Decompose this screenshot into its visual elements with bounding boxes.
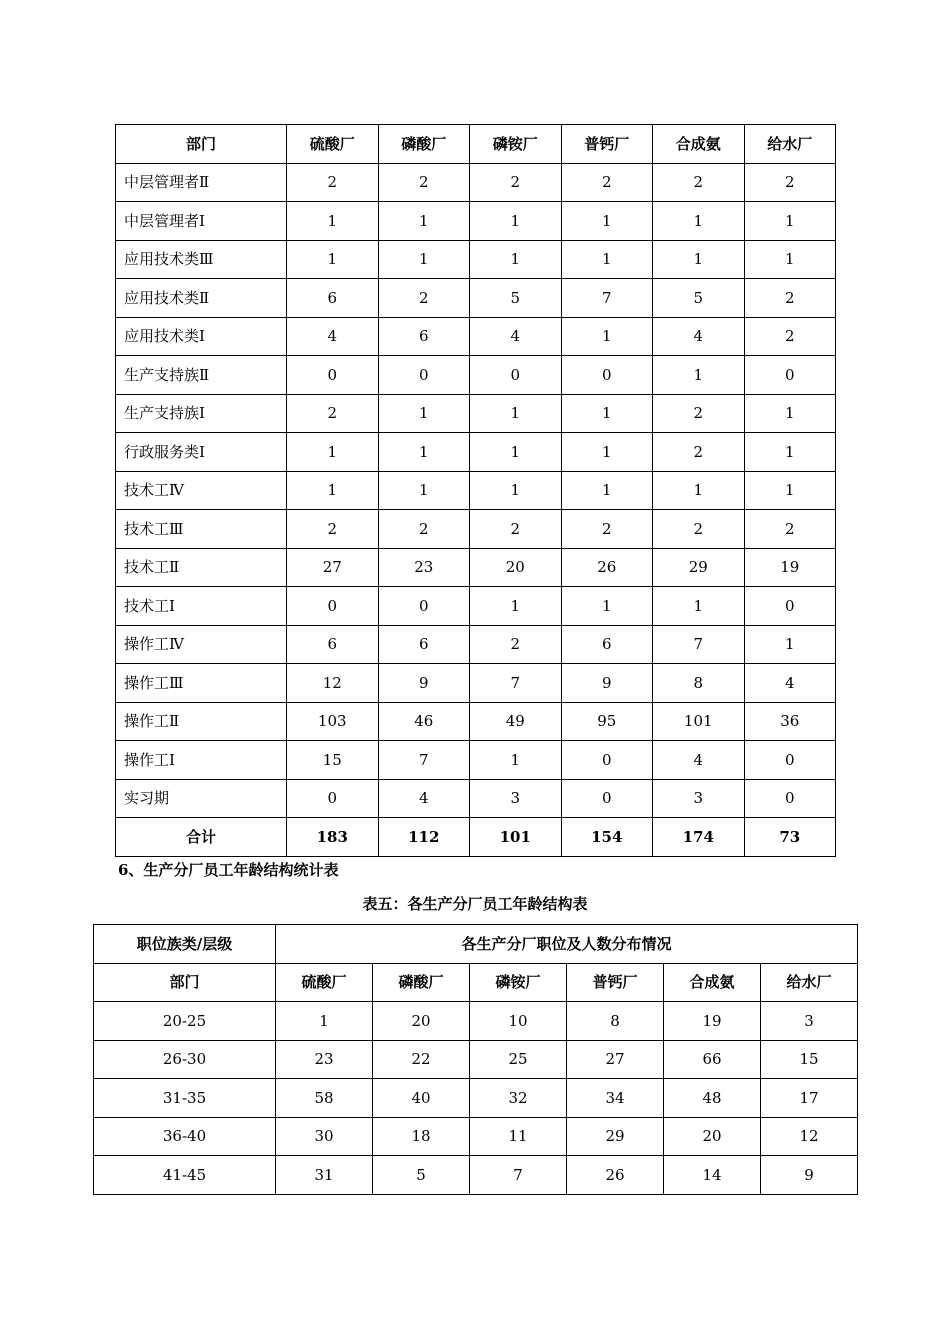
table-cell: 30 <box>276 1117 373 1156</box>
total-label: 合计 <box>116 818 287 857</box>
table-cell: 26 <box>567 1156 664 1195</box>
table-cell: 1 <box>470 240 562 279</box>
row-label: 20-25 <box>94 1002 276 1041</box>
table-row <box>116 356 836 395</box>
table-cell: 1 <box>653 471 745 510</box>
row-label: 41-45 <box>94 1156 276 1195</box>
table-cell: 1 <box>470 433 562 472</box>
column-header: 磷铵厂 <box>470 963 567 1002</box>
table-row <box>116 163 836 202</box>
column-header: 合成氨 <box>653 125 745 164</box>
table-cell: 1 <box>561 202 653 241</box>
table-cell: 7 <box>653 625 745 664</box>
table-cell: 6 <box>287 279 379 318</box>
table-cell: 22 <box>373 1040 470 1079</box>
table-row <box>116 279 836 318</box>
row-label: 技术工Ⅱ <box>116 548 287 587</box>
table-cell: 1 <box>653 202 745 241</box>
header-row <box>94 963 858 1002</box>
table-cell: 1 <box>561 240 653 279</box>
table-cell: 48 <box>664 1079 761 1118</box>
table-cell: 1 <box>653 356 745 395</box>
table-cell: 0 <box>287 587 379 626</box>
row-label: 中层管理者Ⅰ <box>116 202 287 241</box>
table-cell: 2 <box>744 279 836 318</box>
table-cell: 4 <box>287 317 379 356</box>
table-cell: 20 <box>470 548 562 587</box>
table-row <box>116 702 836 741</box>
row-label: 生产支持族Ⅰ <box>116 394 287 433</box>
table-cell: 58 <box>276 1079 373 1118</box>
table-cell: 7 <box>470 1156 567 1195</box>
column-header: 硫酸厂 <box>287 125 379 164</box>
row-label: 技术工Ⅰ <box>116 587 287 626</box>
table-row <box>116 317 836 356</box>
table-cell: 6 <box>561 625 653 664</box>
total-cell: 101 <box>470 818 562 857</box>
column-header: 合成氨 <box>664 963 761 1002</box>
table-cell: 7 <box>378 741 470 780</box>
table-cell: 4 <box>470 317 562 356</box>
table-cell: 4 <box>653 317 745 356</box>
table-cell: 8 <box>653 664 745 703</box>
table-row <box>116 433 836 472</box>
table-cell: 2 <box>653 510 745 549</box>
table-cell: 23 <box>276 1040 373 1079</box>
row-label: 行政服务类Ⅰ <box>116 433 287 472</box>
row-label: 中层管理者Ⅱ <box>116 163 287 202</box>
table-cell: 95 <box>561 702 653 741</box>
table-cell: 1 <box>470 202 562 241</box>
table-cell: 31 <box>276 1156 373 1195</box>
table-cell: 36 <box>744 702 836 741</box>
table-cell: 5 <box>373 1156 470 1195</box>
table-cell: 49 <box>470 702 562 741</box>
table-cell: 32 <box>470 1079 567 1118</box>
table-row <box>116 625 836 664</box>
table-cell: 9 <box>761 1156 858 1195</box>
table-cell: 1 <box>561 433 653 472</box>
table-cell: 1 <box>378 433 470 472</box>
table-cell: 2 <box>287 510 379 549</box>
column-header: 磷酸厂 <box>373 963 470 1002</box>
row-label: 操作工Ⅳ <box>116 625 287 664</box>
column-header: 磷酸厂 <box>378 125 470 164</box>
table-cell: 2 <box>653 433 745 472</box>
table-cell: 1 <box>378 202 470 241</box>
total-cell: 73 <box>744 818 836 857</box>
table-cell: 7 <box>561 279 653 318</box>
table-cell: 1 <box>287 240 379 279</box>
row-label: 应用技术类Ⅰ <box>116 317 287 356</box>
age-structure-table <box>93 924 858 1195</box>
table-cell: 1 <box>744 625 836 664</box>
table-cell: 0 <box>470 356 562 395</box>
table-cell: 0 <box>378 356 470 395</box>
table-cell: 12 <box>287 664 379 703</box>
table-cell: 3 <box>761 1002 858 1041</box>
table-cell: 15 <box>761 1040 858 1079</box>
row-label: 26-30 <box>94 1040 276 1079</box>
header-row <box>116 125 836 164</box>
table-cell: 1 <box>653 240 745 279</box>
table-cell: 2 <box>470 510 562 549</box>
table-row <box>116 587 836 626</box>
table-cell: 1 <box>470 394 562 433</box>
table-cell: 46 <box>378 702 470 741</box>
table-cell: 0 <box>287 356 379 395</box>
table-row <box>116 202 836 241</box>
row-label: 应用技术类Ⅲ <box>116 240 287 279</box>
table-cell: 20 <box>664 1117 761 1156</box>
row-label: 36-40 <box>94 1117 276 1156</box>
table-row <box>94 1040 858 1079</box>
table-cell: 20 <box>373 1002 470 1041</box>
table-row <box>94 1156 858 1195</box>
table-cell: 103 <box>287 702 379 741</box>
total-row <box>116 818 836 857</box>
total-cell: 154 <box>561 818 653 857</box>
table-cell: 1 <box>276 1002 373 1041</box>
table-cell: 5 <box>470 279 562 318</box>
table-cell: 1 <box>653 587 745 626</box>
column-header: 磷铵厂 <box>470 125 562 164</box>
table-cell: 40 <box>373 1079 470 1118</box>
table-cell: 0 <box>378 587 470 626</box>
table-cell: 2 <box>378 163 470 202</box>
column-header: 部门 <box>94 963 276 1002</box>
total-cell: 183 <box>287 818 379 857</box>
table-row <box>94 1117 858 1156</box>
table-cell: 1 <box>470 587 562 626</box>
row-label: 操作工Ⅰ <box>116 741 287 780</box>
table-cell: 1 <box>744 240 836 279</box>
row-label: 操作工Ⅲ <box>116 664 287 703</box>
table-cell: 1 <box>470 741 562 780</box>
table-cell: 2 <box>470 625 562 664</box>
table-cell: 4 <box>744 664 836 703</box>
table-row <box>116 779 836 818</box>
table-cell: 27 <box>287 548 379 587</box>
table-cell: 19 <box>664 1002 761 1041</box>
row-label: 应用技术类Ⅱ <box>116 279 287 318</box>
row-label: 技术工Ⅲ <box>116 510 287 549</box>
table-cell: 0 <box>744 741 836 780</box>
column-header: 普钙厂 <box>561 125 653 164</box>
table-cell: 1 <box>561 394 653 433</box>
table-row <box>94 1079 858 1118</box>
table-cell: 0 <box>561 741 653 780</box>
column-header: 硫酸厂 <box>276 963 373 1002</box>
table-cell: 29 <box>653 548 745 587</box>
table-cell: 0 <box>744 356 836 395</box>
position-distribution-table <box>115 124 836 857</box>
table-cell: 25 <box>470 1040 567 1079</box>
table-row <box>116 741 836 780</box>
table-cell: 2 <box>561 163 653 202</box>
table-cell: 2 <box>653 163 745 202</box>
total-cell: 174 <box>653 818 745 857</box>
table-cell: 2 <box>287 394 379 433</box>
table-cell: 1 <box>744 433 836 472</box>
table-caption: 表五：各生产分厂员工年龄结构表 <box>362 895 588 913</box>
row-label: 31-35 <box>94 1079 276 1118</box>
column-header: 普钙厂 <box>567 963 664 1002</box>
table-row <box>116 510 836 549</box>
table-row <box>116 471 836 510</box>
table-cell: 0 <box>744 587 836 626</box>
table-cell: 9 <box>378 664 470 703</box>
table-cell: 1 <box>287 433 379 472</box>
table-cell: 14 <box>664 1156 761 1195</box>
table-row <box>116 664 836 703</box>
table-cell: 0 <box>561 779 653 818</box>
table-cell: 10 <box>470 1002 567 1041</box>
table-cell: 1 <box>561 471 653 510</box>
table-cell: 66 <box>664 1040 761 1079</box>
row-label: 实习期 <box>116 779 287 818</box>
table-cell: 1 <box>744 202 836 241</box>
table-row <box>116 394 836 433</box>
table-cell: 101 <box>653 702 745 741</box>
table-cell: 1 <box>378 240 470 279</box>
table-cell: 7 <box>470 664 562 703</box>
table-cell: 0 <box>287 779 379 818</box>
table-cell: 2 <box>470 163 562 202</box>
table-cell: 27 <box>567 1040 664 1079</box>
table-cell: 1 <box>744 394 836 433</box>
table-cell: 1 <box>378 471 470 510</box>
column-header: 给水厂 <box>761 963 858 1002</box>
table-cell: 0 <box>561 356 653 395</box>
table-row <box>116 548 836 587</box>
section-heading: 6、生产分厂员工年龄结构统计表 <box>118 861 339 879</box>
table-cell: 26 <box>561 548 653 587</box>
table-cell: 34 <box>567 1079 664 1118</box>
table-cell: 2 <box>744 317 836 356</box>
table-cell: 1 <box>287 202 379 241</box>
table-cell: 1 <box>470 471 562 510</box>
table-row <box>94 1002 858 1041</box>
group-header-right: 各生产分厂职位及人数分布情况 <box>276 925 858 964</box>
table-cell: 6 <box>378 317 470 356</box>
group-header-row <box>94 925 858 964</box>
row-label: 生产支持族Ⅱ <box>116 356 287 395</box>
table-cell: 15 <box>287 741 379 780</box>
table-cell: 23 <box>378 548 470 587</box>
table-cell: 18 <box>373 1117 470 1156</box>
table-cell: 1 <box>287 471 379 510</box>
table-cell: 1 <box>744 471 836 510</box>
table-cell: 2 <box>653 394 745 433</box>
table-cell: 11 <box>470 1117 567 1156</box>
table-cell: 2 <box>378 279 470 318</box>
table-cell: 4 <box>378 779 470 818</box>
table-cell: 1 <box>378 394 470 433</box>
row-label: 操作工Ⅱ <box>116 702 287 741</box>
table-cell: 1 <box>561 587 653 626</box>
table-cell: 29 <box>567 1117 664 1156</box>
table-cell: 2 <box>287 163 379 202</box>
table-cell: 8 <box>567 1002 664 1041</box>
row-label: 技术工Ⅳ <box>116 471 287 510</box>
table-cell: 2 <box>561 510 653 549</box>
table-cell: 1 <box>561 317 653 356</box>
table-cell: 2 <box>744 163 836 202</box>
table-cell: 2 <box>744 510 836 549</box>
table-cell: 9 <box>561 664 653 703</box>
table-cell: 17 <box>761 1079 858 1118</box>
table-row <box>116 240 836 279</box>
column-header: 部门 <box>116 125 287 164</box>
group-header-left: 职位族类/层级 <box>94 925 276 964</box>
table-cell: 19 <box>744 548 836 587</box>
table-cell: 3 <box>653 779 745 818</box>
total-cell: 112 <box>378 818 470 857</box>
table-cell: 6 <box>287 625 379 664</box>
table-cell: 6 <box>378 625 470 664</box>
table-cell: 3 <box>470 779 562 818</box>
table-cell: 2 <box>378 510 470 549</box>
table-cell: 4 <box>653 741 745 780</box>
table-cell: 12 <box>761 1117 858 1156</box>
table-cell: 5 <box>653 279 745 318</box>
table-cell: 0 <box>744 779 836 818</box>
column-header: 给水厂 <box>744 125 836 164</box>
